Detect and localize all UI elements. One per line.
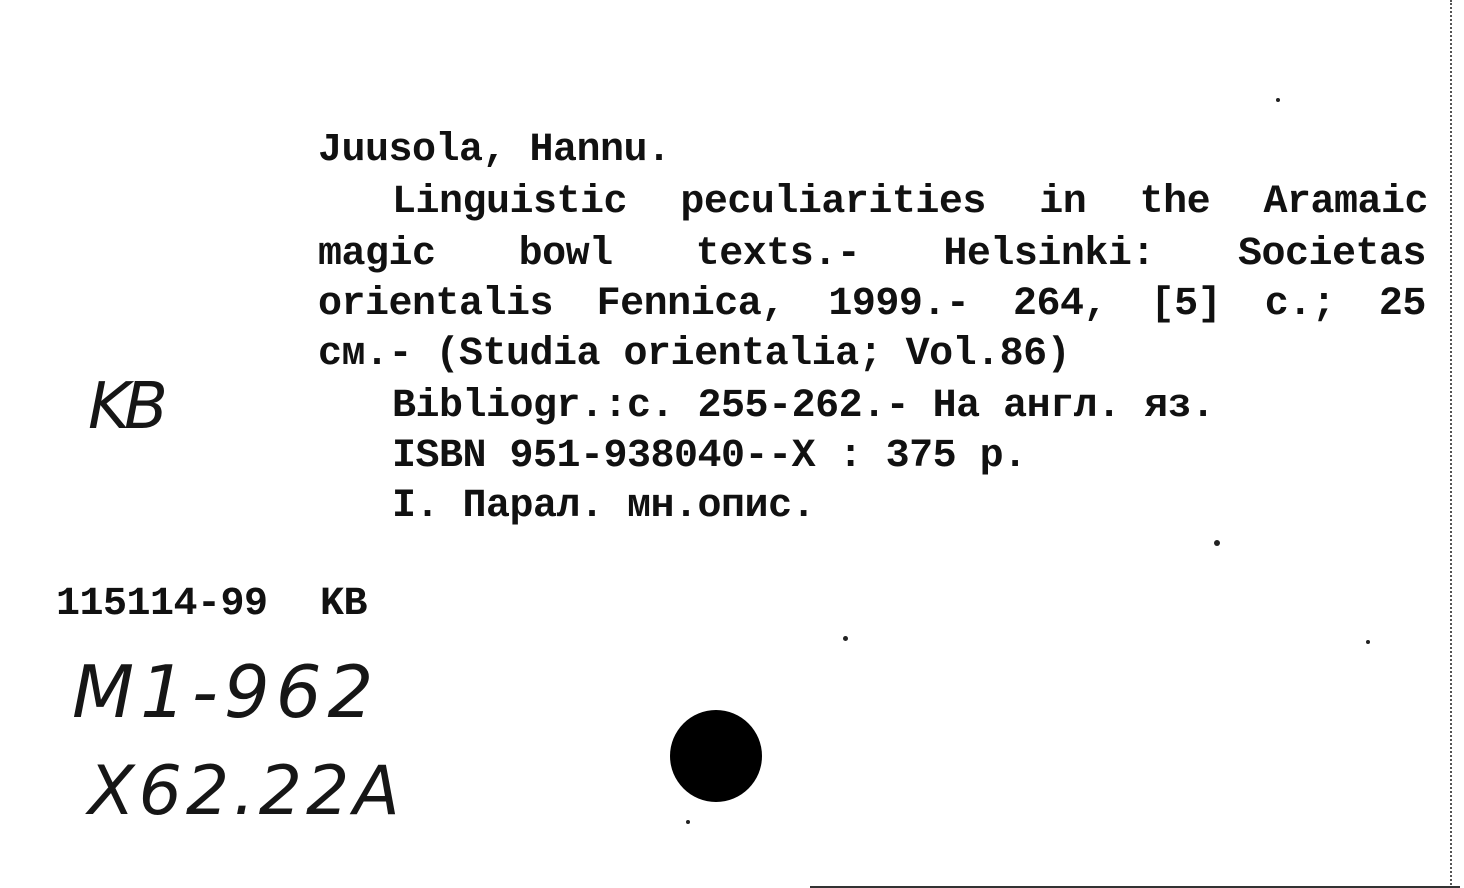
title-line-2 bbox=[318, 232, 1426, 277]
title-word: texts.- bbox=[695, 232, 861, 277]
title-word: in bbox=[1039, 180, 1087, 225]
punch-hole bbox=[670, 710, 762, 802]
scan-speck bbox=[686, 820, 690, 824]
accession-number: 115114-99 bbox=[56, 582, 268, 627]
title-word: [5] bbox=[1150, 282, 1222, 327]
tracing-line: I. Парал. мн.опис. bbox=[392, 484, 816, 529]
author-heading: Juusola, Hannu. bbox=[318, 128, 671, 173]
title-word: the bbox=[1139, 180, 1211, 225]
title-word: Helsinki: bbox=[943, 232, 1155, 277]
scan-speck bbox=[1214, 540, 1220, 546]
handwritten-shelf-mark: M1-962 bbox=[72, 650, 380, 734]
title-word: 264, bbox=[1012, 282, 1107, 327]
title-word: 1999.- bbox=[828, 282, 970, 327]
isbn-line: ISBN 951-938040--X : 375 р. bbox=[392, 434, 1027, 479]
title-word: magic bbox=[318, 232, 436, 277]
bibliography-note: Bibliogr.:c. 255-262.- На англ. яз. bbox=[392, 384, 1215, 429]
title-line-3 bbox=[318, 282, 1426, 327]
title-line-1 bbox=[392, 180, 1428, 225]
title-word: peculiarities bbox=[680, 180, 986, 225]
card-bottom-edge bbox=[810, 883, 1460, 888]
scan-speck bbox=[1276, 98, 1280, 102]
title-word: c.; bbox=[1264, 282, 1336, 327]
title-word: 25 bbox=[1378, 282, 1426, 327]
card-right-edge bbox=[1447, 0, 1452, 888]
location-code: KB bbox=[320, 582, 368, 627]
title-word: orientalis bbox=[318, 282, 554, 327]
scan-speck bbox=[1366, 640, 1370, 644]
handwritten-side-mark: KB bbox=[88, 370, 162, 444]
title-word: Linguistic bbox=[392, 180, 628, 225]
series-line: см.- (Studia orientalia; Vol.86) bbox=[318, 332, 1071, 377]
title-word: Aramaic bbox=[1263, 180, 1428, 225]
title-word: Societas bbox=[1237, 232, 1426, 277]
title-word: Fennica, bbox=[596, 282, 785, 327]
scan-speck bbox=[843, 636, 848, 641]
title-word: bowl bbox=[518, 232, 613, 277]
handwritten-classification: X62.22A bbox=[88, 752, 404, 831]
